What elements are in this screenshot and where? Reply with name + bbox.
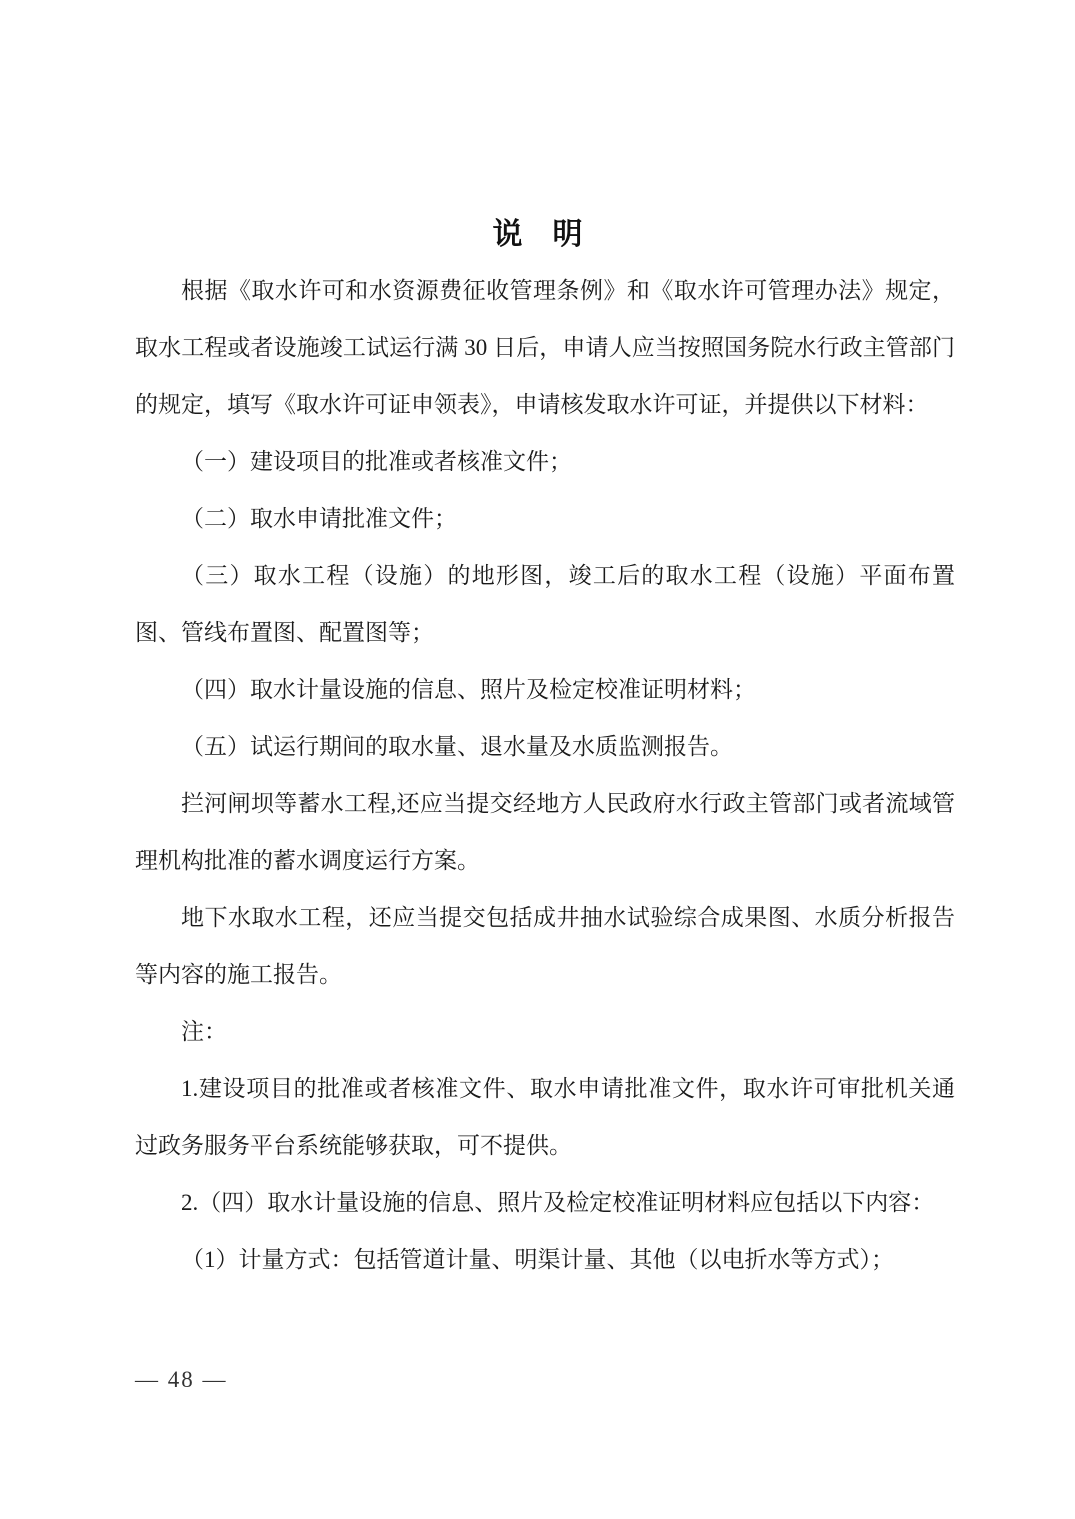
note-2-item-1: （1）计量方式：包括管道计量、明渠计量、其他（以电折水等方式）； xyxy=(181,1247,894,1272)
dam-projects-paragraph: 拦河闸坝等蓄水工程,还应当提交经地方人民政府水行政主管部门或者流域管理机构批准的蓄水调度运行方案。 xyxy=(135,791,955,873)
note-1: 1.建设项目的批准或者核准文件、取水申请批准文件，取水许可审批机关通过政务服务平台系统能够获取，可不提供。 xyxy=(135,1076,955,1158)
groundwater-paragraph: 地下水取水工程，还应当提交包括成井抽水试验综合成果图、水质分析报告等内容的施工报告。 xyxy=(135,905,955,987)
page-number: — 48 — xyxy=(135,1367,228,1392)
notes-heading: 注： xyxy=(181,1019,227,1044)
material-item-1: （一）建设项目的批准或者核准文件； xyxy=(181,449,572,474)
material-item-3: （三）取水工程（设施）的地形图，竣工后的取水工程（设施）平面布置图、管线布置图、配置图等； xyxy=(135,563,955,645)
material-item-4: （四）取水计量设施的信息、照片及检定校准证明材料； xyxy=(181,677,756,702)
material-item-5: （五）试运行期间的取水量、退水量及水质监测报告。 xyxy=(181,734,733,759)
document-title: 说 明 xyxy=(492,218,583,251)
document-body xyxy=(135,262,955,1288)
material-item-2: （二）取水申请批准文件； xyxy=(181,506,457,531)
note-2: 2.（四）取水计量设施的信息、照片及检定校准证明材料应包括以下内容： xyxy=(181,1190,935,1215)
intro-paragraph: 根据《取水许可和水资源费征收管理条例》和《取水许可管理办法》规定，取水工程或者设施竣工试运行满 30 日后，申请人应当按照国务院水行政主管部门的规定，填写《取水许可证申领表》，申请核发取水许可证，并提供以下材料： xyxy=(135,278,955,417)
